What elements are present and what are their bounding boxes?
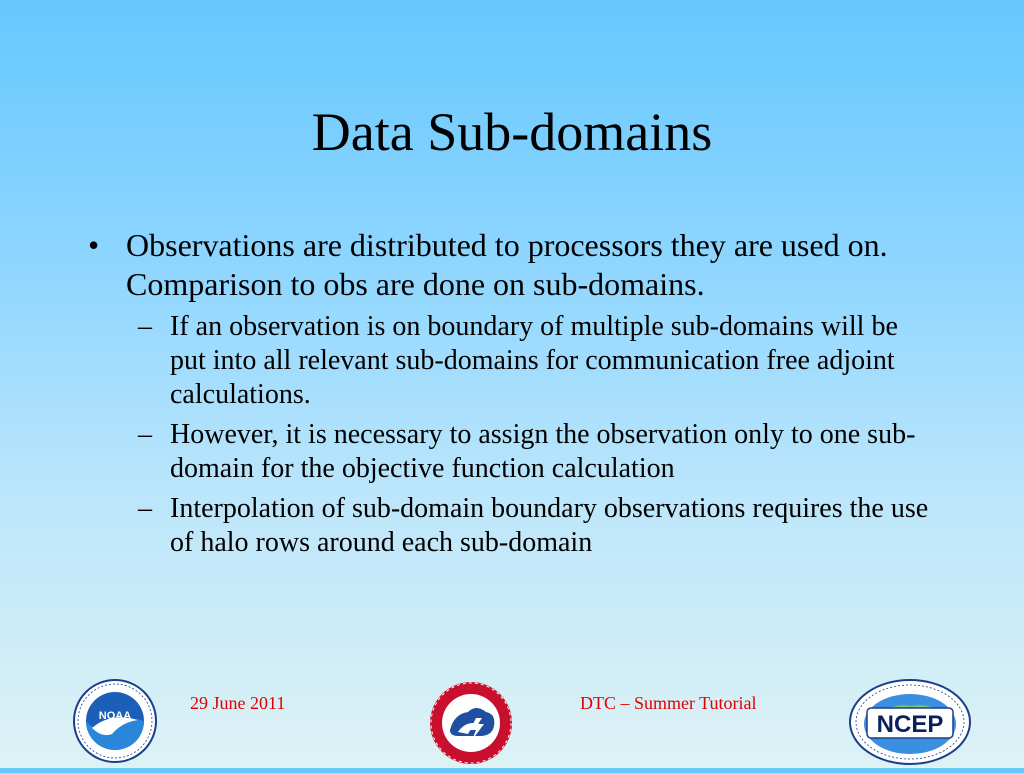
sub-bullet-list <box>88 310 958 560</box>
sub-bullet-text: Interpolation of sub-domain boundary observations requires the use of halo rows around each sub-domain <box>170 493 929 558</box>
sub-bullet-text: If an observation is on boundary of multiple sub-domains will be put into all relevant sub-domains for communication free adjoint calculations. <box>170 311 898 410</box>
bullet-text: Observations are distributed to processors they are used on. Comparison to obs are done on sub-domains. <box>126 227 888 302</box>
sub-bullet-marker: – <box>138 311 152 342</box>
bullet-marker: • <box>88 227 100 263</box>
sub-bullet-item <box>138 492 958 560</box>
slide-content <box>88 226 958 560</box>
ncep-logo-label: NCEP <box>876 711 944 738</box>
footer-date: 29 June 2011 <box>190 693 286 713</box>
noaa-logo-icon <box>72 678 158 764</box>
footer-event: DTC – Summer Tutorial <box>580 693 757 713</box>
sub-bullet-item <box>138 310 958 412</box>
slide-title: Data Sub-domains <box>311 102 713 162</box>
ncep-logo-icon <box>845 672 975 768</box>
sub-bullet-item <box>138 418 958 486</box>
sub-bullet-marker: – <box>138 493 152 524</box>
sub-bullet-marker: – <box>138 419 152 450</box>
nws-logo-icon <box>428 680 514 766</box>
noaa-logo-label: NOAA <box>98 710 132 722</box>
bullet-item <box>88 226 958 304</box>
sub-bullet-text: However, it is necessary to assign the observation only to one sub-domain for the objective function calculation <box>170 419 916 484</box>
